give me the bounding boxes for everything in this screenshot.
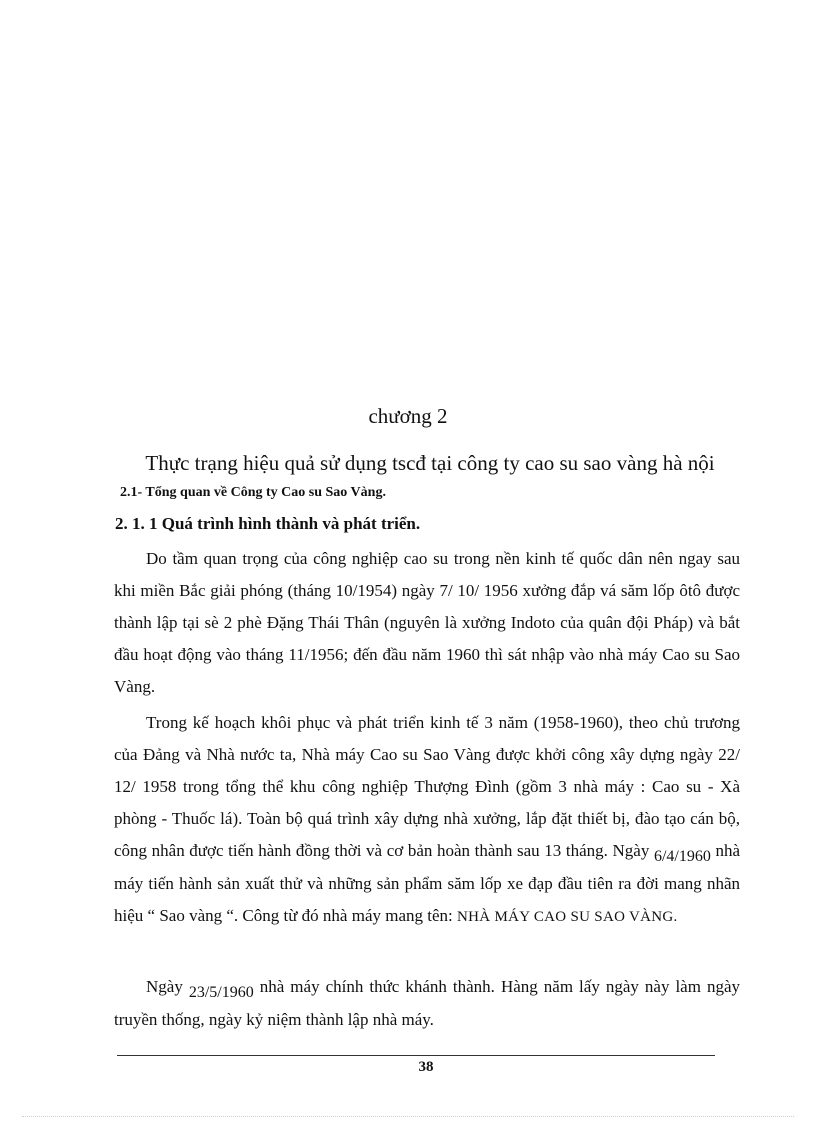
section-heading-2-1: 2.1- Tổng quan về Công ty Cao su Sao Vàng. <box>120 485 386 500</box>
paragraph-1: Do tầm quan trọng của công nghiệp cao su trong nền kinh tế quốc dân nên ngay sau khi miền Bắc giải phóng (tháng 10/1954) ngày 7/ 10/ 1956 xưởng đắp vá săm lốp ôtô được thành lập tại sè 2 phè Đặng Thái Thân (nguyên là xưởng Indoto của quân đội Pháp) và bắt đầu hoạt động vào tháng 11/1956; đến đầu năm 1960 thì sát nhập vào nhà máy Cao su Sao Vàng. <box>114 549 740 696</box>
section-heading-2-1-1: 2. 1. 1 Quá trình hình thành và phát triển. <box>115 514 421 533</box>
paragraph-2-continued: nhà máy tiến hành sản xuất thử và những sản phẩm săm lốp xe đạp đầu tiên ra đời mang nhãn hiệu “ Sao vàng “. Công từ đó nhà máy mang tên: <box>114 841 740 925</box>
footer-rule <box>117 1055 715 1056</box>
plant-name: NHÀ MÁY CAO SU SAO VÀNG. <box>457 909 678 925</box>
paragraph-3 <box>114 971 740 1036</box>
paragraph-2 <box>114 707 740 933</box>
chapter-label: chương 2 <box>368 404 448 428</box>
page-bottom-border <box>22 1116 794 1117</box>
date-6-4-1960: 6/4/1960 <box>653 848 711 865</box>
paragraph-3-lead: Ngày <box>146 977 183 996</box>
paragraph-3-continued: nhà máy chính thức khánh thành. Hàng năm lấy ngày này làm ngày truyền thống, ngày kỷ niệm thành lập nhà máy. <box>114 977 741 1029</box>
date-23-5-1960: 23/5/1960 <box>188 984 254 1001</box>
paragraph-2-text: Trong kế hoạch khôi phục và phát triển kinh tế 3 năm (1958-1960), theo chủ trương của Đảng và Nhà nước ta, Nhà máy Cao su Sao Vàng được khởi công xây dựng ngày 22/ 12/ 1958 trong tổng thể khu công nghiệp Thượng Đình (gồm 3 nhà máy : Cao su - Xà phòng - Thuốc lá). Toàn bộ quá trình xây dựng nhà xưởng, lắp đặt thiết bị, đào tạo cán bộ, công nhân được tiến hành đồng thời và cơ bản hoàn thành sau 13 tháng. Ngày <box>114 713 740 860</box>
page-number: 38 <box>418 1059 434 1075</box>
chapter-title: Thực trạng hiệu quả sử dụng tscđ tại công ty cao su sao vàng hà nội <box>145 451 715 475</box>
